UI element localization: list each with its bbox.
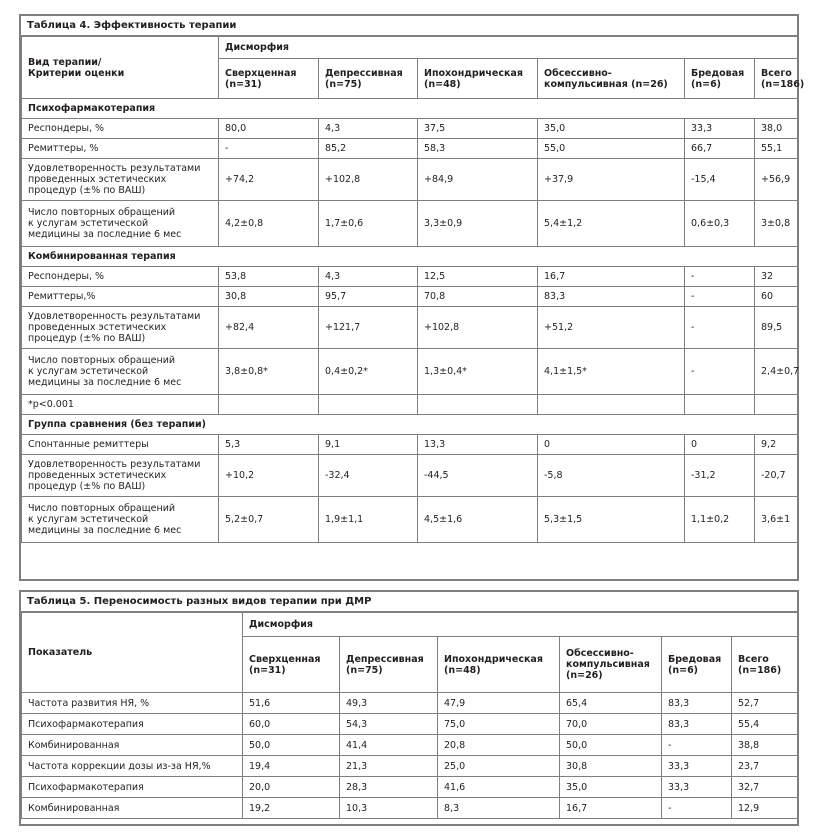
- row-label-line: проведенных эстетических: [28, 174, 167, 185]
- table-cell: 35,0: [560, 777, 662, 798]
- table-cell: 85,2: [319, 139, 418, 159]
- table-cell: -: [662, 798, 732, 819]
- table-cell: 12,5: [418, 267, 538, 287]
- table-cell: -32,4: [319, 455, 418, 497]
- row-label-line: Число повторных обращений: [28, 503, 176, 514]
- column-header: [538, 59, 685, 99]
- table-row: [22, 714, 798, 735]
- table-5: [19, 590, 799, 826]
- table-cell: [418, 395, 538, 415]
- table-cell: 83,3: [662, 693, 732, 714]
- table-cell: 10,3: [340, 798, 438, 819]
- table-cell: 0,6±0,3: [685, 201, 755, 247]
- row-label: [22, 497, 219, 543]
- table-cell: +51,2: [538, 307, 685, 349]
- table-cell: -: [685, 267, 755, 287]
- row-label-line: медицины за последние 6 мес: [28, 525, 182, 536]
- table-cell: 70,8: [418, 287, 538, 307]
- column-name: Сверхценная: [225, 67, 297, 79]
- table-row: [22, 349, 798, 395]
- table-cell: [319, 395, 418, 415]
- table-cell: 70,0: [560, 714, 662, 735]
- column-count: компульсивная (n=26): [544, 78, 668, 90]
- column-count: (n=6): [691, 78, 722, 90]
- table-cell: 37,5: [418, 119, 538, 139]
- table-4: [19, 14, 805, 581]
- table-cell: 58,3: [418, 139, 538, 159]
- row-label: Психофармакотерапия: [22, 777, 243, 798]
- table-cell: 4,1±1,5*: [538, 349, 685, 395]
- table-cell: 5,3±1,5: [538, 497, 685, 543]
- table-cell: 1,9±1,1: [319, 497, 418, 543]
- table-cell: 30,8: [219, 287, 319, 307]
- table-row: [22, 735, 798, 756]
- table-cell: 32,7: [732, 777, 798, 798]
- row-label-line: медицины за последние 6 мес: [28, 377, 182, 388]
- row-label-line: *p<0.001: [28, 399, 74, 410]
- column-name: Ипохондрическая: [444, 653, 543, 665]
- column-count: (n=48): [444, 664, 481, 676]
- table-cell: 20,0: [243, 777, 340, 798]
- row-label-line: Число повторных обращений: [28, 207, 176, 218]
- row-label: Комбинированная: [22, 735, 243, 756]
- row-label-line: к услугам эстетической: [28, 366, 149, 377]
- column-header: [685, 59, 755, 99]
- table-cell: 28,3: [340, 777, 438, 798]
- column-header: [418, 59, 538, 99]
- table-cell: 83,3: [662, 714, 732, 735]
- table-cell: 66,7: [685, 139, 755, 159]
- column-name: Сверхценная: [249, 653, 321, 665]
- table-cell: 1,1±0,2: [685, 497, 755, 543]
- row-label: [22, 349, 219, 395]
- table-cell: 50,0: [560, 735, 662, 756]
- table-cell: -20,7: [755, 455, 798, 497]
- table-row: [22, 119, 798, 139]
- table-cell: [685, 395, 755, 415]
- table-cell: 0: [685, 435, 755, 455]
- table-cell: 9,2: [755, 435, 798, 455]
- table-cell: 16,7: [538, 267, 685, 287]
- table-cell: +82,4: [219, 307, 319, 349]
- row-label-line: Ремиттеры,%: [28, 291, 96, 302]
- table-cell: 0: [538, 435, 685, 455]
- header-group: Дисморфия: [243, 613, 798, 637]
- header-row-label-line: Критерии оценки: [28, 67, 125, 79]
- table-row: [22, 159, 798, 201]
- table-cell: +37,9: [538, 159, 685, 201]
- header-group: Дисморфия: [219, 37, 798, 59]
- column-count: (n=48): [424, 78, 461, 90]
- table-cell: -15,4: [685, 159, 755, 201]
- column-name: Всего: [761, 67, 792, 79]
- table-cell: 52,7: [732, 693, 798, 714]
- table-cell: 50,0: [243, 735, 340, 756]
- table-cell: 3,8±0,8*: [219, 349, 319, 395]
- row-label-line: Удовлетворенность результатами: [28, 459, 201, 470]
- table-cell: 60,0: [243, 714, 340, 735]
- row-label: [22, 287, 219, 307]
- table-cell: +121,7: [319, 307, 418, 349]
- table-cell: 5,2±0,7: [219, 497, 319, 543]
- table-row: [22, 756, 798, 777]
- row-label: [22, 159, 219, 201]
- table-cell: 65,4: [560, 693, 662, 714]
- table-cell: 55,0: [538, 139, 685, 159]
- table-cell: 25,0: [438, 756, 560, 777]
- table-row: [22, 201, 798, 247]
- table-cell: -: [685, 349, 755, 395]
- column-header: [243, 637, 340, 693]
- table-cell: +84,9: [418, 159, 538, 201]
- table-cell: +102,8: [319, 159, 418, 201]
- row-label: Комбинированная: [22, 798, 243, 819]
- table-cell: [755, 395, 798, 415]
- row-label: [22, 119, 219, 139]
- table-cell: 3±0,8: [755, 201, 798, 247]
- table-cell: 33,3: [662, 777, 732, 798]
- column-name: Обсессивно-: [566, 648, 634, 659]
- table-row: [22, 497, 798, 543]
- column-header: [340, 637, 438, 693]
- table-cell: 49,3: [340, 693, 438, 714]
- table-cell: -44,5: [418, 455, 538, 497]
- table-cell: -: [662, 735, 732, 756]
- table-row: [22, 139, 798, 159]
- table-row: [22, 307, 798, 349]
- row-label-line: медицины за последние 6 мес: [28, 229, 182, 240]
- header-row-label: [22, 37, 219, 99]
- column-count: (n=31): [225, 78, 262, 90]
- table-4-caption: Таблица 4. Эффективность терапии: [21, 16, 797, 36]
- table-cell: 55,1: [755, 139, 798, 159]
- column-count: (n=75): [325, 78, 362, 90]
- table-cell: 1,7±0,6: [319, 201, 418, 247]
- table-5-caption: Таблица 5. Переносимость разных видов терапии при ДМР: [21, 592, 797, 612]
- column-count: (n=75): [346, 664, 383, 676]
- section-row: [22, 415, 798, 435]
- table-cell: 32: [755, 267, 798, 287]
- table-cell: -: [685, 287, 755, 307]
- column-count: (n=6): [668, 664, 699, 676]
- table-cell: 8,3: [438, 798, 560, 819]
- table-row: [22, 455, 798, 497]
- table-cell: 80,0: [219, 119, 319, 139]
- table-row: [22, 798, 798, 819]
- column-name: Ипохондрическая: [424, 67, 523, 79]
- table-cell: 38,8: [732, 735, 798, 756]
- table-cell: 5,4±1,2: [538, 201, 685, 247]
- column-name: Бредовая: [691, 67, 745, 79]
- section-row: [22, 247, 798, 267]
- table-row: [22, 267, 798, 287]
- table-cell: 33,3: [662, 756, 732, 777]
- table-cell: 5,3: [219, 435, 319, 455]
- row-label: [22, 435, 219, 455]
- row-label: [22, 139, 219, 159]
- table-cell: 35,0: [538, 119, 685, 139]
- row-label: Частота коррекции дозы из-за НЯ,%: [22, 756, 243, 777]
- section-row: [22, 99, 798, 119]
- column-header: [219, 59, 319, 99]
- table-cell: 51,6: [243, 693, 340, 714]
- table-cell: -31,2: [685, 455, 755, 497]
- row-label: Частота развития НЯ, %: [22, 693, 243, 714]
- row-label-line: процедур (±% по ВАШ): [28, 333, 146, 344]
- table-cell: 4,5±1,6: [418, 497, 538, 543]
- table-cell: 16,7: [560, 798, 662, 819]
- row-label: [22, 307, 219, 349]
- section-title: Группа сравнения (без терапии): [22, 415, 798, 435]
- table-cell: +56,9: [755, 159, 798, 201]
- column-header: [438, 637, 560, 693]
- column-name: Бредовая: [668, 653, 722, 665]
- table-cell: -5,8: [538, 455, 685, 497]
- table-cell: 75,0: [438, 714, 560, 735]
- column-header: [319, 59, 418, 99]
- table-row: [22, 693, 798, 714]
- table-cell: 83,3: [538, 287, 685, 307]
- table-cell: 33,3: [685, 119, 755, 139]
- table-cell: [538, 395, 685, 415]
- table-row: [22, 287, 798, 307]
- table-cell: 3,3±0,9: [418, 201, 538, 247]
- section-title: Психофармакотерапия: [22, 99, 798, 119]
- row-label-line: процедур (±% по ВАШ): [28, 481, 146, 492]
- table-cell: 4,3: [319, 267, 418, 287]
- row-label-line: процедур (±% по ВАШ): [28, 185, 146, 196]
- row-label-line: к услугам эстетической: [28, 218, 149, 229]
- table-cell: 9,1: [319, 435, 418, 455]
- table-cell: 1,3±0,4*: [418, 349, 538, 395]
- table-cell: 89,5: [755, 307, 798, 349]
- table-row: [22, 777, 798, 798]
- table-cell: 60: [755, 287, 798, 307]
- table-cell: 0,4±0,2*: [319, 349, 418, 395]
- table-cell: +102,8: [418, 307, 538, 349]
- column-name: Депрессивная: [346, 653, 424, 665]
- table-cell: 19,2: [243, 798, 340, 819]
- row-label-line: Удовлетворенность результатами: [28, 311, 201, 322]
- column-count: (n=26): [566, 670, 603, 681]
- table-cell: 55,4: [732, 714, 798, 735]
- table-cell: 30,8: [560, 756, 662, 777]
- row-label-line: проведенных эстетических: [28, 470, 167, 481]
- column-name: Обсессивно-: [544, 67, 612, 79]
- table-cell: 19,4: [243, 756, 340, 777]
- table-cell: -: [685, 307, 755, 349]
- row-label-line: Число повторных обращений: [28, 355, 176, 366]
- table-cell: 95,7: [319, 287, 418, 307]
- section-title: Комбинированная терапия: [22, 247, 798, 267]
- table-cell: +74,2: [219, 159, 319, 201]
- row-label-line: Удовлетворенность результатами: [28, 163, 201, 174]
- row-label-line: Спонтанные ремиттеры: [28, 439, 149, 450]
- table-cell: 47,9: [438, 693, 560, 714]
- table-cell: 3,6±1: [755, 497, 798, 543]
- table-5-grid: [21, 612, 798, 819]
- table-cell: [219, 395, 319, 415]
- column-count: (n=186): [738, 664, 782, 676]
- row-label-line: Ремиттеры, %: [28, 143, 99, 154]
- table-cell: -: [219, 139, 319, 159]
- table-row: [22, 435, 798, 455]
- table-cell: 4,3: [319, 119, 418, 139]
- table-cell: 38,0: [755, 119, 798, 139]
- column-count: (n=186): [761, 78, 805, 90]
- row-label: [22, 455, 219, 497]
- row-label: [22, 395, 219, 415]
- column-header: [755, 59, 805, 99]
- column-count: (n=31): [249, 664, 286, 676]
- row-label: [22, 201, 219, 247]
- row-label: Психофармакотерапия: [22, 714, 243, 735]
- column-header: [662, 637, 732, 693]
- row-label-line: к услугам эстетической: [28, 514, 149, 525]
- table-cell: 23,7: [732, 756, 798, 777]
- table-cell: 4,2±0,8: [219, 201, 319, 247]
- column-header: [732, 637, 798, 693]
- table-cell: 12,9: [732, 798, 798, 819]
- table-cell: 21,3: [340, 756, 438, 777]
- table-cell: 41,6: [438, 777, 560, 798]
- header-row-label-line: Вид терапии/: [28, 56, 102, 68]
- table-cell: 20,8: [438, 735, 560, 756]
- header-row-label: Показатель: [22, 613, 243, 693]
- table-cell: +10,2: [219, 455, 319, 497]
- table-cell: 2,4±0,7: [755, 349, 798, 395]
- table-cell: 41,4: [340, 735, 438, 756]
- table-cell: 13,3: [418, 435, 538, 455]
- table-cell: 53,8: [219, 267, 319, 287]
- column-name: Всего: [738, 653, 769, 665]
- row-label: [22, 267, 219, 287]
- row-label-line: проведенных эстетических: [28, 322, 167, 333]
- table-4-grid: [21, 36, 805, 543]
- row-label-line: Респондеры, %: [28, 123, 105, 134]
- table-cell: 54,3: [340, 714, 438, 735]
- column-count: компульсивная: [566, 659, 650, 670]
- column-name: Депрессивная: [325, 67, 403, 79]
- table-row: [22, 395, 798, 415]
- row-label-line: Респондеры, %: [28, 271, 105, 282]
- column-header: [560, 637, 662, 693]
